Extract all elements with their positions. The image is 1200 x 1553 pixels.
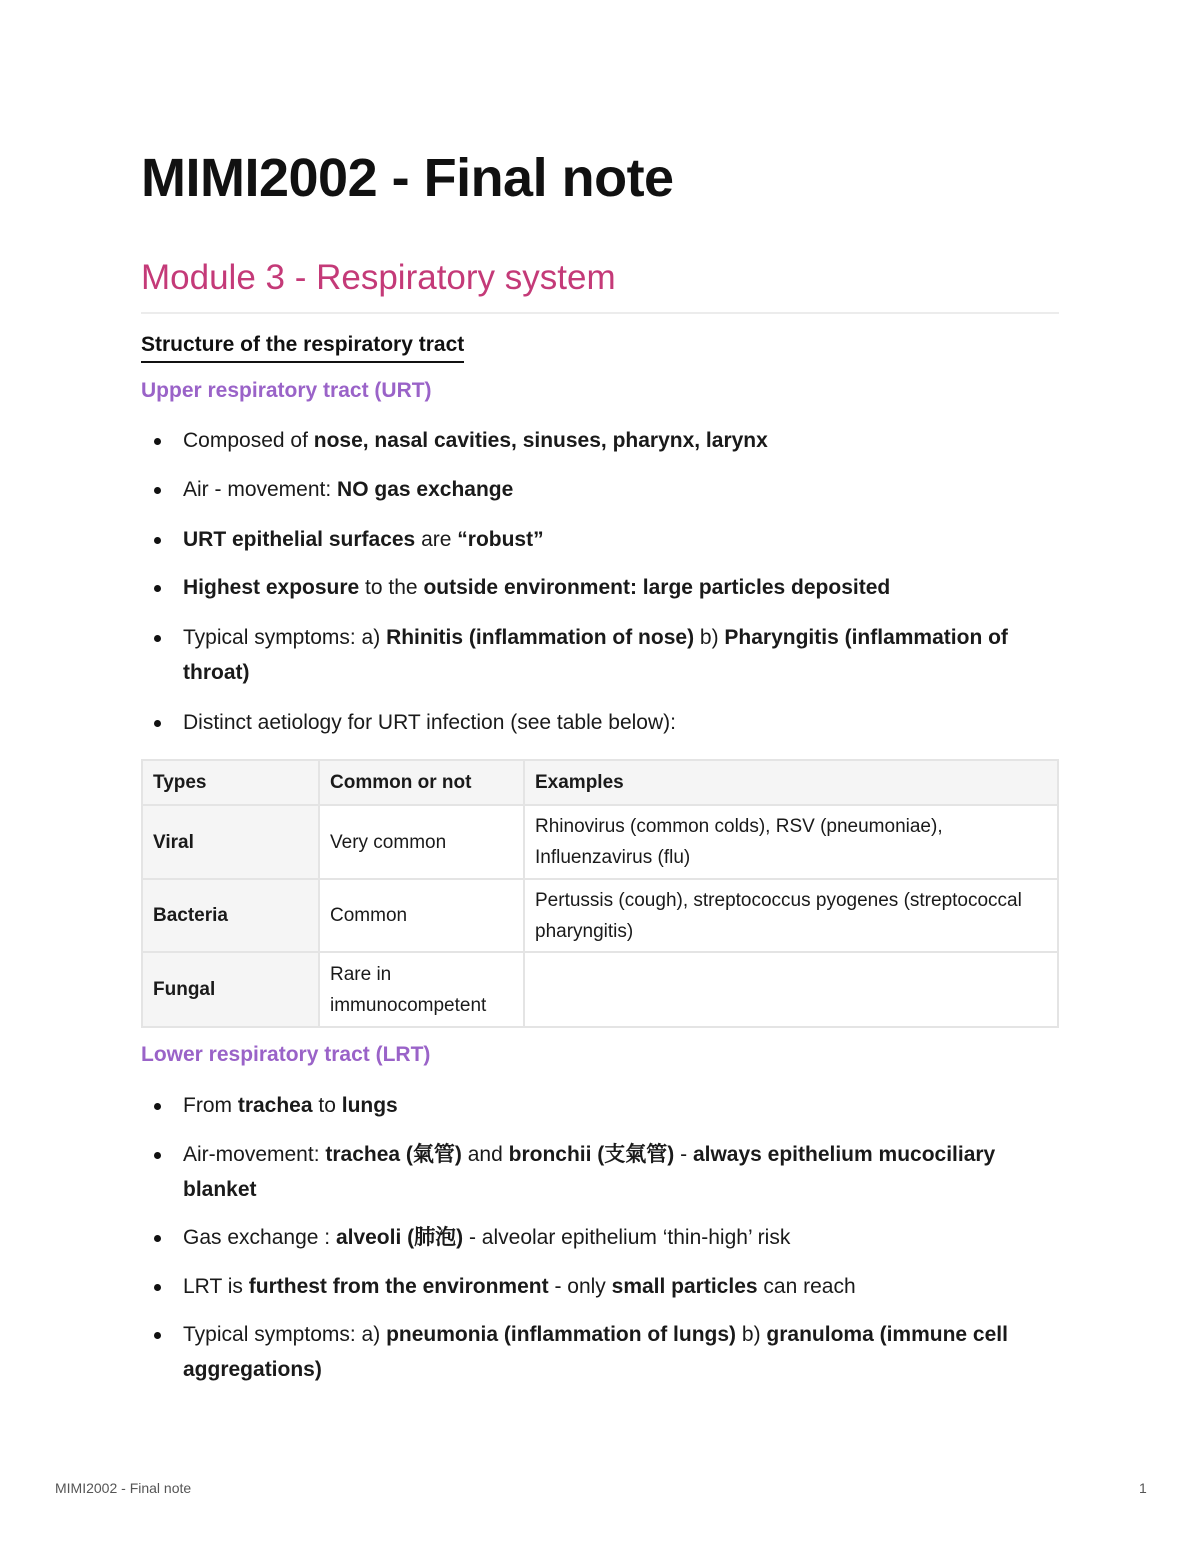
footer-title: MIMI2002 - Final note — [55, 1480, 192, 1496]
bullet-item: URT epithelial surfaces are “robust” — [183, 522, 1043, 557]
page-number: 1 — [1139, 1480, 1147, 1496]
table-cell: Common — [319, 879, 524, 952]
bullet-item: Typical symptoms: a) Rhinitis (inflammation of nose) b) Pharyngitis (inflammation of throat) — [183, 620, 1043, 690]
heading-divider — [141, 312, 1059, 314]
table-header-cell: Examples — [524, 760, 1058, 805]
table-row — [142, 879, 1058, 952]
table-cell: Very common — [319, 805, 524, 879]
bullet-item: From trachea to lungs — [183, 1088, 1043, 1123]
bullet-item: Gas exchange : alveoli (肺泡) - alveolar epithelium ‘thin-high’ risk — [183, 1220, 1043, 1255]
bullet-item: Typical symptoms: a) pneumonia (inflammation of lungs) b) granuloma (immune cell aggregations) — [183, 1317, 1043, 1387]
bullet-item: Highest exposure to the outside environment: large particles deposited — [183, 570, 1043, 605]
section-heading: Structure of the respiratory tract — [141, 331, 464, 363]
bullet-item: Composed of nose, nasal cavities, sinuses, pharynx, larynx — [183, 423, 1043, 458]
table-row — [142, 952, 1058, 1027]
table-header-row — [142, 760, 1058, 805]
table-header-cell: Types — [142, 760, 319, 805]
lrt-bullet-list — [183, 1088, 1043, 1387]
table-cell: Pertussis (cough), streptococcus pyogenes (streptococcal pharyngitis) — [524, 879, 1058, 952]
bullet-item: Distinct aetiology for URT infection (see table below): — [183, 705, 1043, 740]
urt-aetiology-table — [141, 759, 1059, 1028]
lrt-subheading: Lower respiratory tract (LRT) — [141, 1043, 431, 1066]
table-cell: Rare in immunocompetent — [319, 952, 524, 1027]
table-cell: Bacteria — [142, 879, 319, 952]
table-cell: Rhinovirus (common colds), RSV (pneumoniae), Influenzavirus (flu) — [524, 805, 1058, 879]
table-cell — [524, 952, 1058, 1027]
table-cell: Fungal — [142, 952, 319, 1027]
module-heading: Module 3 - Respiratory system — [141, 258, 616, 297]
table-cell: Viral — [142, 805, 319, 879]
table-header-cell: Common or not — [319, 760, 524, 805]
document-title: MIMI2002 - Final note — [141, 148, 674, 208]
bullet-item: Air-movement: trachea (氣管) and bronchii (支氣管) - always epithelium mucociliary blanket — [183, 1137, 1043, 1207]
bullet-item: Air - movement: NO gas exchange — [183, 472, 1043, 507]
urt-subheading: Upper respiratory tract (URT) — [141, 379, 432, 402]
table-row — [142, 805, 1058, 879]
bullet-item: LRT is furthest from the environment - only small particles can reach — [183, 1269, 1043, 1304]
urt-bullet-list — [183, 423, 1043, 740]
